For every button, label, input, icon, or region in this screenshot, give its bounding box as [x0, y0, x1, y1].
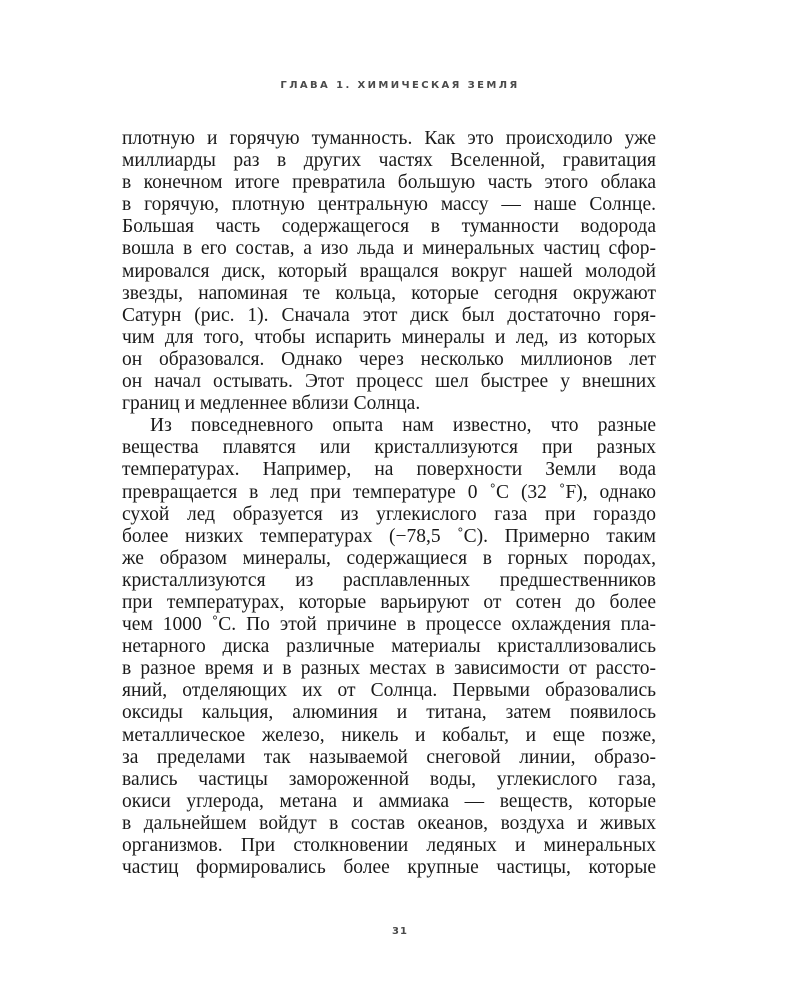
- text-line: в дальнейшем войдут в состав океанов, воздуха и живых: [122, 812, 656, 834]
- text-line: же образом минералы, содержащиеся в горных породах,: [122, 547, 656, 569]
- text-line: частиц формировались более крупные частицы, которые: [122, 857, 656, 879]
- text-line: кристаллизуются из расплавленных предшественников: [122, 569, 656, 591]
- text-line: более низких температурах (−78,5 ˚C). Примерно таким: [122, 525, 656, 547]
- text-line: чем 1000 ˚C. По этой причине в процессе охлаждения пла-: [122, 614, 656, 636]
- text-line: вошла в его состав, а изо льда и минеральных частиц сфор-: [122, 238, 656, 260]
- paragraph-1: [122, 128, 656, 415]
- text-line: температурах. Например, на поверхности Земли вода: [122, 459, 656, 481]
- text-line: он начал остывать. Этот процесс шел быстрее у внешних: [122, 371, 656, 393]
- body-text: [122, 128, 656, 879]
- text-line: Из повседневного опыта нам известно, что разные: [150, 415, 656, 437]
- text-line: чим для того, чтобы испарить минералы и лед, из которых: [122, 326, 656, 348]
- text-line: Большая часть содержащегося в туманности водорода: [122, 216, 656, 238]
- text-line: организмов. При столкновении ледяных и минеральных: [122, 835, 656, 856]
- text-line: миллиарды раз в других частях Вселенной, гравитация: [122, 150, 656, 172]
- text-line: он образовался. Однако через несколько миллионов лет: [122, 348, 656, 370]
- text-line: в разное время и в разных местах в зависимости от рассто-: [122, 658, 656, 680]
- text-line: в конечном итоге превратила большую часть этого облака: [122, 172, 656, 194]
- text-line: оксиды кальция, алюминия и титана, затем появилось: [122, 702, 656, 724]
- text-line: при температурах, которые варьируют от сотен до более: [122, 591, 656, 613]
- text-line: нетарного диска различные материалы кристаллизовались: [122, 636, 656, 658]
- text-line: границ и медленнее вблизи Солнца.: [122, 393, 421, 415]
- text-line: металлическое железо, никель и кобальт, и еще позже,: [122, 724, 656, 746]
- text-line: окиси углерода, метана и аммиака — веществ, которые: [122, 790, 656, 812]
- text-line: вещества плавятся или кристаллизуются при разных: [122, 437, 656, 459]
- running-head: ГЛАВА 1. ХИМИЧЕСКАЯ ЗЕМЛЯ: [280, 80, 520, 91]
- text-line: Сатурн (рис. 1). Сначала этот диск был достаточно горя-: [122, 304, 656, 326]
- text-line: звезды, напоминая те кольца, которые сегодня окружают: [122, 282, 656, 304]
- text-line: мировался диск, который вращался вокруг нашей молодой: [122, 260, 656, 282]
- text-line: яний, отделяющих их от Солнца. Первыми образовались: [122, 680, 656, 702]
- text-line: сухой лед образуется из углекислого газа при гораздо: [122, 503, 656, 525]
- paragraph-2: [122, 415, 656, 879]
- text-line: в горячую, плотную центральную массу — наше Солнце.: [122, 194, 656, 216]
- text-line: превращается в лед при температуре 0 ˚C (32 ˚F), однако: [122, 481, 656, 503]
- text-line: за пределами так называемой снеговой линии, образо-: [122, 746, 656, 768]
- page-number: 31: [392, 926, 408, 937]
- text-line: плотную и горячую туманность. Как это происходило уже: [122, 128, 656, 149]
- text-line: вались частицы замороженной воды, углекислого газа,: [122, 768, 656, 790]
